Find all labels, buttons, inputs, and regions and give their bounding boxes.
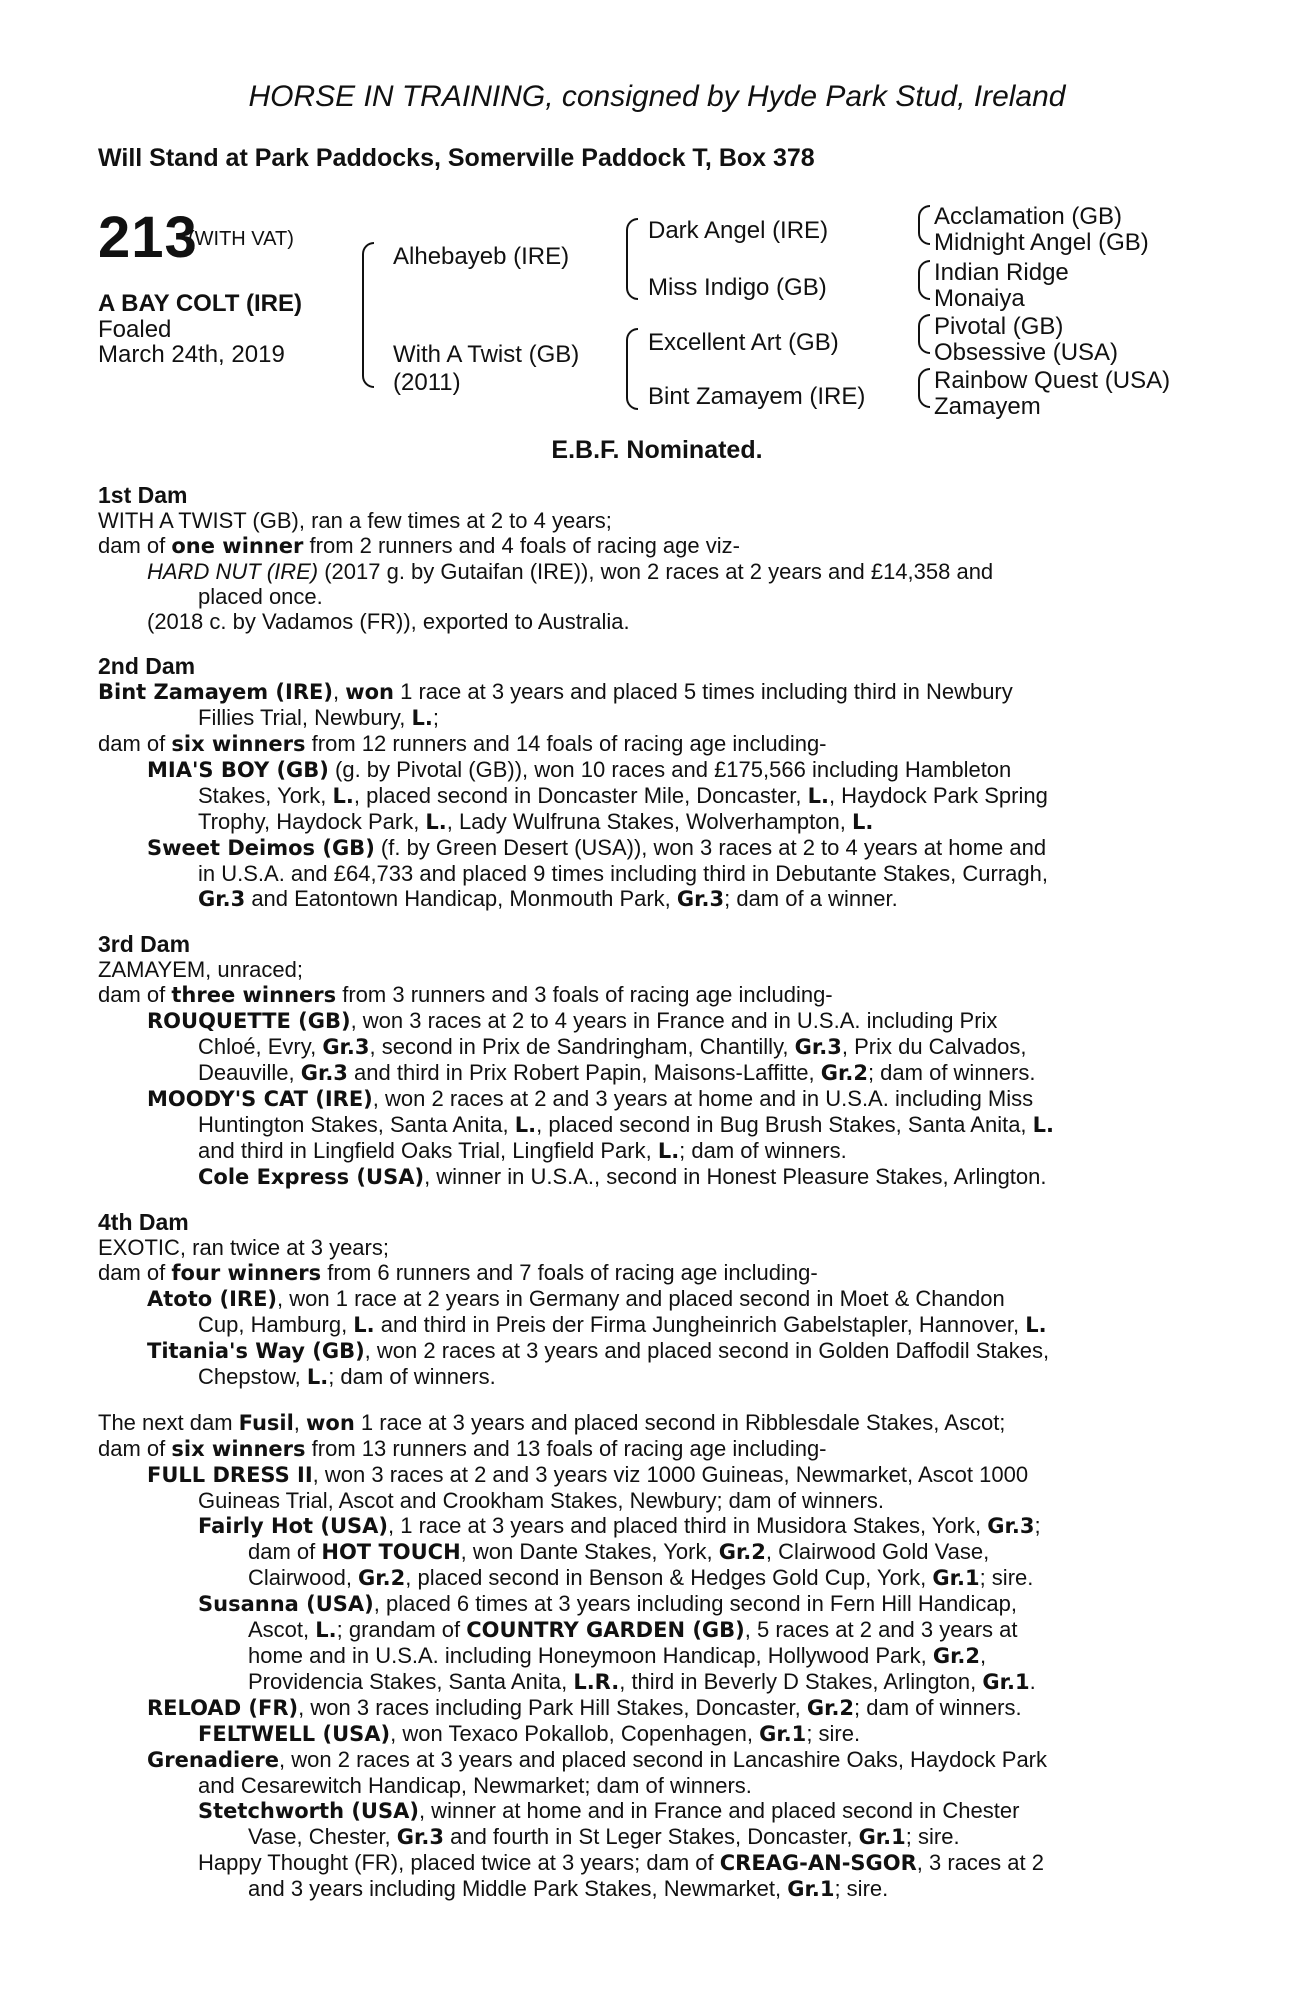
third-dam-section — [98, 932, 1204, 1190]
text-line: MIA'S BOY (GB) (g. by Pivotal (GB)), won 10 races and £175,566 including Hambleton — [147, 757, 1012, 782]
text-line: Stakes, York, L., placed second in Doncaster Mile, Doncaster, L., Haydock Park Spring — [198, 783, 1048, 808]
text-line: Gr.3 and Eatontown Handicap, Monmouth Park, Gr.3; dam of a winner. — [198, 886, 898, 911]
text-line: Huntington Stakes, Santa Anita, L., placed second in Bug Brush Stakes, Santa Anita, L. — [198, 1112, 1055, 1137]
text-line: dam of one winner from 2 runners and 4 foals of racing age viz- — [98, 533, 740, 558]
text-line: Clairwood, Gr.2, placed second in Benson & Hedges Gold Cup, York, Gr.1; sire. — [248, 1565, 1034, 1590]
text-line: dam of six winners from 13 runners and 13 foals of racing age including- — [98, 1436, 827, 1461]
first-dam-section — [98, 483, 1204, 634]
foaled-label: Foaled — [98, 316, 172, 343]
section-heading: 4th Dam — [98, 1209, 189, 1235]
pedigree-sire-sire: Dark Angel (IRE) — [648, 217, 829, 244]
section-heading: 1st Dam — [98, 482, 188, 508]
pedigree-ancestor: Pivotal (GB) — [934, 313, 1064, 340]
text-line: EXOTIC, ran twice at 3 years; — [98, 1235, 389, 1260]
section-heading: 3rd Dam — [98, 931, 191, 957]
pedigree-ancestor: Obsessive (USA) — [934, 339, 1119, 366]
pedigree-sire: Alhebayeb (IRE) — [393, 243, 570, 270]
lot-description: A BAY COLT (IRE) — [98, 290, 303, 317]
fourth-dam-section — [98, 1210, 1204, 1390]
pedigree-brace — [918, 205, 930, 245]
pedigree-dam-dam: Bint Zamayem (IRE) — [648, 383, 866, 410]
lot-number: 213 — [98, 205, 198, 270]
pedigree-ancestor: Zamayem — [934, 393, 1041, 420]
section-heading: 2nd Dam — [98, 653, 196, 679]
vat-note: (WITH VAT) — [188, 228, 294, 250]
pedigree-brace — [362, 242, 374, 388]
pedigree-ancestor: Indian Ridge — [934, 259, 1069, 286]
text-line: and third in Lingfield Oaks Trial, Lingfield Park, L.; dam of winners. — [198, 1138, 847, 1163]
text-line: Trophy, Haydock Park, L., Lady Wulfruna Stakes, Wolverhampton, L. — [198, 809, 874, 834]
text-line: MOODY'S CAT (IRE), won 2 races at 2 and 3 years at home and in U.S.A. including Miss — [147, 1086, 1034, 1111]
text-line: HARD NUT (IRE) (2017 g. by Gutaifan (IRE)), won 2 races at 2 years and £14,358 and — [147, 559, 994, 584]
text-line: Ascot, L.; grandam of COUNTRY GARDEN (GB), 5 races at 2 and 3 years at — [248, 1617, 1018, 1642]
stand-location: Will Stand at Park Paddocks, Somerville Paddock T, Box 378 — [98, 144, 815, 172]
pedigree-dam-sire: Excellent Art (GB) — [648, 329, 839, 356]
text-line: and 3 years including Middle Park Stakes, Newmarket, Gr.1; sire. — [248, 1876, 889, 1901]
text-line: Chepstow, L.; dam of winners. — [198, 1364, 496, 1389]
text-line: Chloé, Evry, Gr.3, second in Prix de Sandringham, Chantilly, Gr.3, Prix du Calvados, — [198, 1034, 1027, 1059]
second-dam-section — [98, 654, 1204, 912]
text-line: Grenadiere, won 2 races at 3 years and placed second in Lancashire Oaks, Haydock Park — [147, 1747, 1048, 1772]
foaled-date: March 24th, 2019 — [98, 341, 285, 368]
text-line: The next dam Fusil, won 1 race at 3 years and placed second in Ribblesdale Stakes, Ascot; — [98, 1410, 1006, 1435]
pedigree-ancestor: Midnight Angel (GB) — [934, 229, 1149, 256]
text-line: Titania's Way (GB), won 2 races at 3 years and placed second in Golden Daffodil Stakes, — [147, 1338, 1050, 1363]
pedigree-ancestor: Acclamation (GB) — [934, 203, 1123, 230]
text-line: Fillies Trial, Newbury, L.; — [198, 705, 440, 730]
pedigree-ancestor: Rainbow Quest (USA) — [934, 367, 1171, 394]
text-line: Fairly Hot (USA), 1 race at 3 years and placed third in Musidora Stakes, York, Gr.3; — [198, 1513, 1041, 1538]
text-line: dam of three winners from 3 runners and 3 foals of racing age including- — [98, 982, 833, 1007]
text-line: Vase, Chester, Gr.3 and fourth in St Leger Stakes, Doncaster, Gr.1; sire. — [248, 1824, 960, 1849]
text-line: RELOAD (FR), won 3 races including Park Hill Stakes, Doncaster, Gr.2; dam of winners. — [147, 1695, 1022, 1720]
text-line: Providencia Stakes, Santa Anita, L.R., third in Beverly D Stakes, Arlington, Gr.1. — [248, 1669, 1036, 1694]
pedigree-dam-year: (2011) — [393, 369, 461, 396]
text-line: dam of four winners from 6 runners and 7 foals of racing age including- — [98, 1260, 818, 1285]
text-line: (2018 c. by Vadamos (FR)), exported to Australia. — [147, 609, 630, 634]
text-line: Guineas Trial, Ascot and Crookham Stakes, Newbury; dam of winners. — [198, 1488, 884, 1513]
text-line: in U.S.A. and £64,733 and placed 9 times including third in Debutante Stakes, Curragh, — [198, 861, 1048, 886]
pedigree-brace — [918, 260, 930, 300]
pedigree-brace — [626, 218, 638, 300]
catalogue-header: HORSE IN TRAINING, consigned by Hyde Park Stud, Ireland — [248, 80, 1066, 113]
text-line: placed once. — [198, 584, 323, 609]
ebf-nomination: E.B.F. Nominated. — [551, 436, 763, 464]
next-dam-section — [98, 1410, 1204, 1902]
text-line: Susanna (USA), placed 6 times at 3 years including second in Fern Hill Handicap, — [198, 1591, 1017, 1616]
text-line: dam of HOT TOUCH, won Dante Stakes, York, Gr.2, Clairwood Gold Vase, — [248, 1539, 990, 1564]
text-line: Happy Thought (FR), placed twice at 3 years; dam of CREAG-AN-SGOR, 3 races at 2 — [198, 1850, 1044, 1875]
text-line: home and in U.S.A. including Honeymoon Handicap, Hollywood Park, Gr.2, — [248, 1643, 987, 1668]
text-line: dam of six winners from 12 runners and 14 foals of racing age including- — [98, 731, 827, 756]
text-line: and Cesarewitch Handicap, Newmarket; dam of winners. — [198, 1773, 752, 1798]
text-line: Atoto (IRE), won 1 race at 2 years in Germany and placed second in Moet & Chandon — [147, 1286, 1005, 1311]
pedigree-sire-dam: Miss Indigo (GB) — [648, 274, 827, 301]
text-line: Deauville, Gr.3 and third in Prix Robert Papin, Maisons-Laffitte, Gr.2; dam of winners. — [198, 1060, 1036, 1085]
text-line: Cole Express (USA), winner in U.S.A., second in Honest Pleasure Stakes, Arlington. — [198, 1164, 1047, 1189]
text-line: ZAMAYEM, unraced; — [98, 957, 303, 982]
text-line: WITH A TWIST (GB), ran a few times at 2 to 4 years; — [98, 508, 612, 533]
text-line: ROUQUETTE (GB), won 3 races at 2 to 4 years in France and in U.S.A. including Prix — [147, 1008, 998, 1033]
catalogue-body — [98, 483, 1204, 1922]
text-line: FULL DRESS II, won 3 races at 2 and 3 years viz 1000 Guineas, Newmarket, Ascot 1000 — [147, 1462, 1029, 1487]
text-line: Sweet Deimos (GB) (f. by Green Desert (USA)), won 3 races at 2 to 4 years at home and — [147, 835, 1047, 860]
text-line: Stetchworth (USA), winner at home and in France and placed second in Chester — [198, 1798, 1020, 1823]
pedigree-dam: With A Twist (GB) — [393, 341, 580, 368]
pedigree-brace — [918, 368, 930, 408]
pedigree-brace — [918, 314, 930, 354]
text-line: Cup, Hamburg, L. and third in Preis der Firma Jungheinrich Gabelstapler, Hannover, L. — [198, 1312, 1047, 1337]
pedigree-ancestor: Monaiya — [934, 285, 1025, 312]
text-line: FELTWELL (USA), won Texaco Pokallob, Copenhagen, Gr.1; sire. — [198, 1721, 861, 1746]
text-line: Bint Zamayem (IRE), won 1 race at 3 years and placed 5 times including third in Newbury — [98, 679, 1013, 704]
pedigree-brace — [626, 328, 638, 410]
